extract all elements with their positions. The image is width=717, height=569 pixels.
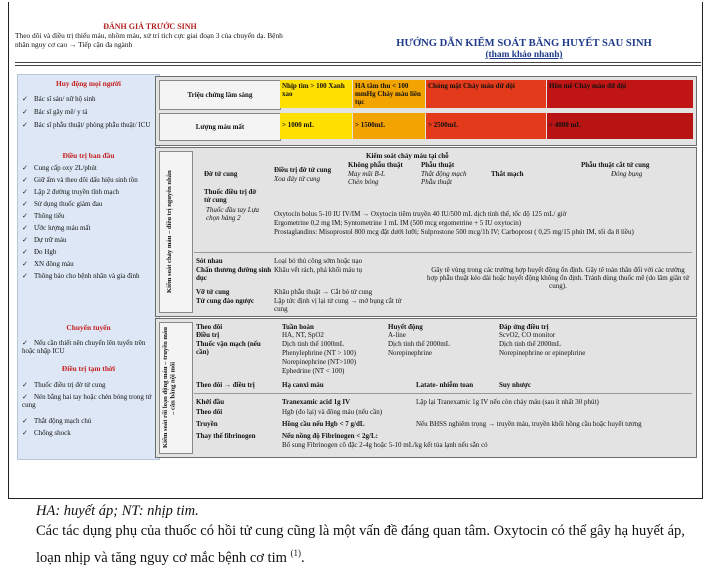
divider bbox=[15, 62, 701, 63]
monitor-treat-label: Theo dõi → điều trị bbox=[196, 381, 255, 389]
level4-blood: > 4000 mL bbox=[547, 113, 693, 139]
main-title: HƯỚNG DẪN KIỂM SOÁT BĂNG HUYẾT SAU SINH bbox=[396, 38, 652, 49]
list-item: Dịch tinh thể 2000mL bbox=[388, 340, 451, 348]
ergometrine-line: Ergometrine 0,2 mg IM; Syntometrine 1 mL IM (500 mcg ergometrine + 5 IU oxytocin) bbox=[274, 219, 522, 227]
antenatal-header bbox=[15, 22, 285, 49]
level1-blood: > 1000 mL bbox=[280, 113, 352, 139]
section-coagulation bbox=[155, 318, 697, 458]
list-item: Norepinephrine or epinephrine bbox=[499, 349, 586, 357]
list-item: ✓ Thông tiểu bbox=[22, 212, 65, 220]
inversion-label: Tử cung đảo ngược bbox=[196, 297, 254, 305]
trauma-text: Khâu vết rách, phá khối máu tụ bbox=[274, 266, 363, 274]
uterotonic-sub: Thuốc đầu tay Lựa chọn hàng 2 bbox=[206, 206, 260, 222]
antenatal-title: ĐÁNH GIÁ TRƯỚC SINH bbox=[103, 22, 197, 31]
vaso-label: Thuốc vận mạch (nếu cần) bbox=[196, 340, 261, 356]
list-item: HA, NT, SpO2 bbox=[282, 331, 324, 339]
atony-treatment-sub: Xoa đáy tử cung bbox=[274, 175, 321, 183]
transfuse-note: Nếu BHSS nghiêm trọng → truyền máu, truyền khối hồng cầu hoặc huyết tương bbox=[416, 420, 642, 428]
list-item: ✓ Đo Hgb bbox=[22, 248, 57, 256]
blood-label: Lượng máu mất bbox=[159, 113, 281, 141]
monitor3-label: Theo dõi bbox=[196, 408, 223, 416]
initial-title: Điều trị ban đầu bbox=[62, 151, 115, 160]
list-item: ✓ Ước lượng máu mất bbox=[22, 224, 91, 232]
response-title: Đáp ứng điều trị bbox=[499, 323, 549, 331]
list-item: ✓ Bác sĩ gây mê/ y tá bbox=[22, 108, 88, 116]
left-panel bbox=[17, 74, 160, 460]
sub-title: (tham khảo nhanh) bbox=[485, 50, 563, 60]
trauma-label: Chấn thương đường sinh dục bbox=[196, 266, 272, 282]
list-item: ✓ Chống shock bbox=[22, 429, 71, 437]
level4-symptom: Hôn mê Chảy máu dữ dội bbox=[547, 80, 693, 108]
level2-blood: > 1500mL bbox=[353, 113, 425, 139]
list-item: Norepinephrine bbox=[388, 349, 432, 357]
antenatal-text: Theo dõi và điều trị thiếu máu, nhồm máu, xử trí tích cực giai đoạn 3 của chuyển dạ. Bệnh nhân nguy cơ cao → Tiếp cận đa ngành bbox=[15, 31, 283, 49]
body-paragraph bbox=[36, 520, 708, 569]
retained-label: Sót nhau bbox=[196, 257, 223, 265]
fibrinogen-label: Thay thế fibrinogen bbox=[196, 432, 256, 440]
transfuse-label: Truyền bbox=[196, 420, 218, 428]
symptom-label: Triệu chứng lâm sàng bbox=[159, 80, 281, 110]
list-item: ✓ Dự trữ máu bbox=[22, 236, 67, 244]
list-item: ✓ Giữ ấm và theo dõi dấu hiệu sinh tồn bbox=[22, 176, 138, 184]
treat-label: Điều trị bbox=[196, 331, 220, 339]
list-item: ✓ Lập 2 đường truyền tĩnh mạch bbox=[22, 188, 120, 196]
divider bbox=[194, 252, 692, 253]
surgical-label: Phẫu thuật bbox=[421, 161, 455, 169]
prostaglandin-line: Prostaglandins: Misoprostol 800 mcg đặt dưới lưỡi; Sulprostone 500 mcg/1h IV; Carboprost ( 0,25 mg/15 phút IM, tối đa 8 liều) bbox=[274, 228, 634, 236]
tranexamic-repeat: Lặp lại Tranexamic 1g IV nếu còn chảy máu (sau ít nhất 30 phút) bbox=[416, 398, 599, 406]
list-item: A-line bbox=[388, 331, 406, 339]
figure-frame bbox=[8, 2, 703, 499]
list-item: ✓ Bác sĩ phẫu thuật/ phòng phẫu thuật/ ICU bbox=[22, 121, 151, 129]
rupture-label: Vỡ tử cung bbox=[196, 288, 230, 296]
list-item: Norepinephrine (NT>100) bbox=[282, 358, 357, 366]
section-bleeding-control bbox=[155, 147, 697, 317]
hysterectomy-sub: Đóng bụng bbox=[611, 170, 643, 178]
divider bbox=[194, 393, 692, 394]
hysterectomy-label: Phẫu thuật cắt tử cung bbox=[581, 161, 650, 169]
list-item: Dịch tinh thể 1000mL bbox=[282, 340, 345, 348]
start-label: Khởi đầu bbox=[196, 398, 225, 406]
surgical-sub: Thắt động mạch Phẫu thuật bbox=[421, 170, 467, 186]
fibrinogen-dose: Bổ sung Fibrinogen cô đặc 2-4g hoặc 5-10 mL/kg kết tủa lạnh nếu sẵn có bbox=[282, 441, 488, 449]
paragraph-end: . bbox=[301, 549, 305, 566]
list-item: ✓ Nén bằng hai tay hoặc chèn bóng trong tử cung bbox=[22, 393, 152, 410]
anesthesia-note: Gây tê vùng trong các trường hợp huyết động ổn định. Gây tê toàn thân đối với các trường hợp phẫu thuật kéo dài hoặc huyết động không ổn định. Tránh dùng thuốc mê (do lâm giãn tử cung). bbox=[427, 266, 689, 290]
level3-blood: > 2500mL bbox=[426, 113, 546, 139]
list-item: Dịch tinh thể 2000mL bbox=[499, 340, 562, 348]
monitor3-text: Hgb (đo lại) và đông máu (nếu cần) bbox=[282, 408, 383, 416]
transfer-title: Chuyển tuyến bbox=[66, 323, 111, 332]
list-item: ✓ Thuốc điều trị đờ tử cung bbox=[22, 381, 106, 389]
monitor-label: Theo dõi bbox=[196, 323, 223, 331]
list-item: ✓ Nếu cần thiết nên chuyển lên tuyến trên hoặc nhập ICU bbox=[22, 339, 146, 356]
level2-symptom: HA tâm thu < 100 mmHg Chảy máu liên tục bbox=[353, 80, 425, 108]
list-item: ✓ Thông báo cho bệnh nhân và gia đình bbox=[22, 272, 140, 280]
rupture-text: Khâu phẫu thuật → Cắt bỏ tử cung bbox=[274, 288, 373, 296]
abbreviation-note: HA: huyết áp; NT: nhịp tim. bbox=[36, 503, 199, 519]
weakness: Suy nhược bbox=[499, 381, 532, 389]
list-item: ✓ Bác sĩ sản/ nữ hộ sinh bbox=[22, 95, 96, 103]
lactate-acidosis: Latate- nhiễm toan bbox=[416, 381, 474, 389]
nonsurgical-label: Không phẫu thuật bbox=[348, 161, 403, 169]
inversion-text: Lập tức định vị lại tử cung → mở bụng cắt tử cung bbox=[274, 297, 402, 313]
side-label-box bbox=[159, 151, 193, 313]
paragraph-text: Các tác dụng phụ của thuốc có hồi tử cung cũng là một vấn đề đáng quan tâm. Oxytocin có thể gây hạ huyết áp, loạn nhịp và tăng nguy cơ mắc bệnh cơ tim bbox=[36, 523, 685, 566]
fibrinogen-threshold: Nếu nồng độ Fibrinogen < 2g/L: bbox=[282, 432, 378, 440]
oxytocin-line: Oxytocin bolus 5-10 IU IV/IM → Oxytocin tiêm truyền 40 IU/500 mL dịch tinh thể, tốc độ 125 mL/ giờ bbox=[274, 210, 567, 218]
tranexamic-start: Tranexamic acid 1g IV bbox=[282, 398, 351, 406]
reference-marker: (1) bbox=[290, 548, 302, 558]
uterotonic-label: Thuốc điều trị đờ tử cung bbox=[204, 188, 257, 204]
section1-side-label: Kiểm soát chảy máu – điều trị nguyên nhân bbox=[166, 170, 173, 294]
severity-table bbox=[155, 76, 697, 146]
list-item: ✓ Cung cấp oxy 2L/phút bbox=[22, 164, 97, 172]
temp-title: Điều trị tạm thời bbox=[61, 364, 116, 373]
list-item: Ephedrine (NT < 100) bbox=[282, 367, 345, 375]
circulation-title: Tuần hoàn bbox=[282, 323, 314, 331]
side-label-box bbox=[159, 322, 193, 454]
level3-symptom: Chóng mặt Chảy máu dữ dội bbox=[426, 80, 546, 108]
list-item: ScvO2, CO monitor bbox=[499, 331, 556, 339]
atony-treatment-label: Điều trị đờ tử cung bbox=[274, 166, 332, 174]
retained-text: Loại bỏ thủ công sớm hoặc nạo bbox=[274, 257, 363, 265]
list-item: ✓ Sử dụng thuốc giảm đau bbox=[22, 200, 103, 208]
divider bbox=[15, 65, 701, 66]
section2-side-label: Kiểm soát rối loạn động máu – truyền máu – cân bằng nội môi bbox=[162, 327, 177, 449]
list-item: Phenylephrine (NT > 100) bbox=[282, 349, 356, 357]
hypocalcemia: Hạ canxi máu bbox=[282, 381, 324, 389]
ligation-label: Thắt mạch bbox=[491, 170, 524, 178]
transfuse-text: Hồng cầu nếu Hgb < 7 g/dL bbox=[282, 420, 365, 428]
nonsurgical-sub: May mũi B-L Chèn bóng bbox=[348, 170, 385, 186]
hemodynamic-title: Huyết động bbox=[388, 323, 423, 331]
level1-symptom: Nhịp tim > 100 Xanh xao bbox=[280, 80, 352, 108]
mobilize-title: Huy động mọi người bbox=[55, 79, 121, 88]
uterine-atony-label: Đờ tử cung bbox=[204, 170, 238, 178]
list-item: ✓ XN đông máu bbox=[22, 260, 74, 268]
local-control-header: Kiểm soát chảy máu tại chỗ bbox=[366, 152, 449, 160]
list-item: ✓ Thắt động mạch chủ bbox=[22, 417, 92, 425]
